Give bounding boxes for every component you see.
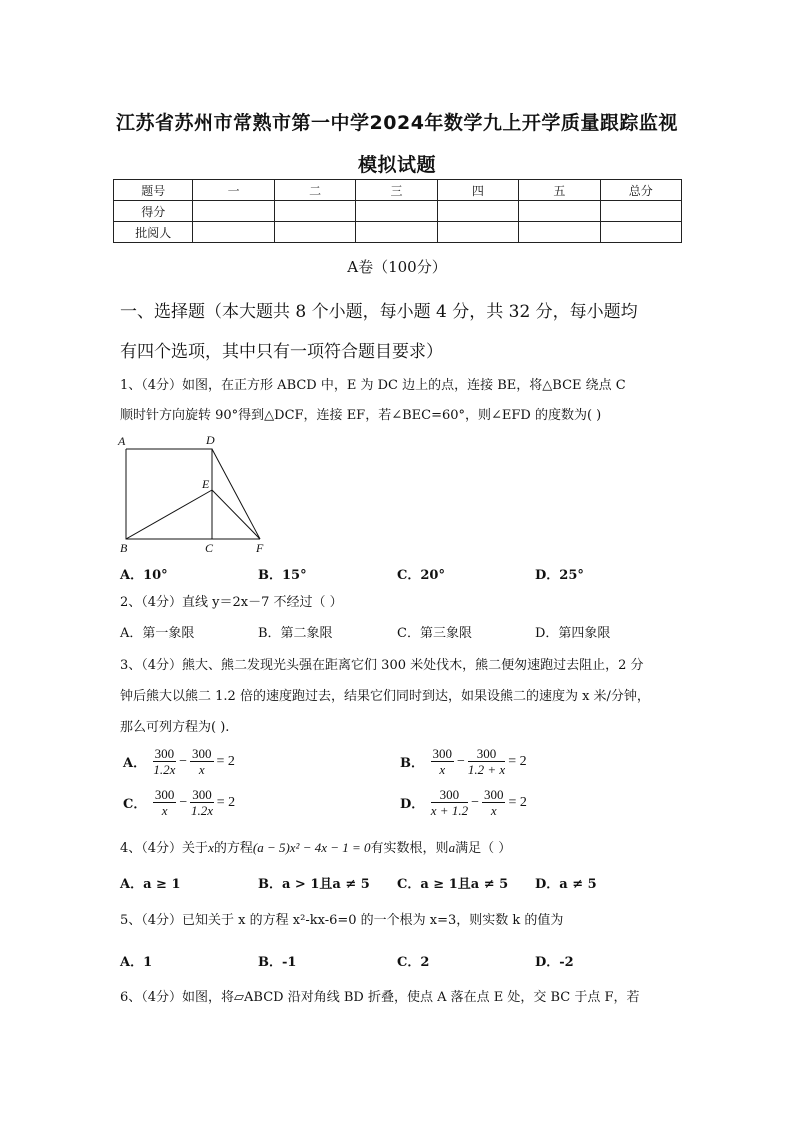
option-a[interactable]: A．a ≥ 1 — [120, 877, 181, 892]
option-c[interactable]: C．第三象限 — [397, 626, 472, 641]
question-6 — [120, 990, 640, 1006]
section-heading-line2: 有四个选项，其中只有一项符合题目要求） — [120, 342, 443, 362]
score-cell[interactable] — [519, 201, 600, 222]
option-d[interactable]: D．a ≠ 5 — [535, 877, 597, 892]
question-3 — [120, 658, 644, 674]
score-table-header: 五 — [519, 180, 600, 201]
option-a[interactable]: A． $\frac{300}{1.2x}$ − $\frac{300}{x}$ = 2 — [123, 746, 235, 777]
score-cell[interactable] — [274, 222, 355, 243]
score-table-header: 四 — [437, 180, 518, 201]
question-text: 直线 y＝2x－7 不经过（ ） — [182, 595, 343, 610]
figure-label-f: F — [256, 541, 264, 555]
option-b[interactable]: B． $\frac{300}{x}$ − $\frac{300}{1.2 + x}$ = 2 — [400, 746, 527, 777]
option-b[interactable]: B．15° — [258, 568, 307, 583]
score-cell[interactable] — [356, 222, 437, 243]
score-cell[interactable] — [437, 222, 518, 243]
score-cell[interactable] — [193, 201, 274, 222]
score-cell[interactable] — [519, 222, 600, 243]
option-d[interactable]: D． $\frac{300}{x + 1.2}$ − $\frac{300}{x}$ = 2 — [400, 787, 527, 818]
question-1 — [120, 378, 626, 394]
score-cell[interactable] — [356, 201, 437, 222]
question-prefix: 6、（4分） — [120, 990, 183, 1005]
option-a[interactable]: A．1 — [120, 955, 153, 970]
option-a[interactable]: A．10° — [120, 568, 168, 583]
question-prefix: 2、（4分） — [120, 595, 183, 610]
square-rotation-figure — [116, 430, 276, 556]
option-c[interactable]: C． $\frac{300}{x}$ − $\frac{300}{1.2x}$ = 2 — [123, 787, 236, 818]
question-prefix: 3、（4分） — [120, 658, 183, 673]
question-text: 熊大、熊二发现光头强在距离它们 300 米处伐木，熊二便匆速跑过去阻止，2 分 — [182, 658, 644, 673]
option-d[interactable]: D．25° — [535, 568, 584, 583]
question-3-line3: 那么可列方程为( ). — [120, 720, 230, 735]
question-text: 如图，在正方形 ABCD 中，E 为 DC 边上的点，连接 BE，将△BCE 绕点 C — [182, 378, 626, 393]
question-prefix: 5、（4分） — [120, 913, 183, 928]
score-table-header: 题号 — [114, 180, 193, 201]
question-text: 已知关于 x 的方程 x²-kx-6=0 的一个根为 x=3，则实数 k 的值为 — [182, 913, 564, 928]
score-cell[interactable] — [437, 201, 518, 222]
score-row-label: 得分 — [114, 201, 193, 222]
page-title-line2: 模拟试题 — [357, 154, 436, 176]
score-table — [113, 179, 682, 243]
score-table-row — [114, 201, 682, 222]
question-1-line2: 顺时针方向旋转 90°得到△DCF，连接 EF，若∠BEC=60°，则∠EFD 的度数为( ) — [120, 408, 602, 423]
option-c[interactable]: C．20° — [397, 568, 445, 583]
option-b[interactable]: B．a > 1且a ≠ 5 — [258, 877, 370, 892]
option-c[interactable]: C．a ≥ 1且a ≠ 5 — [397, 877, 509, 892]
score-cell[interactable] — [274, 201, 355, 222]
score-table-header: 三 — [356, 180, 437, 201]
score-table-header: 总分 — [600, 180, 681, 201]
figure-label-d: D — [206, 433, 215, 447]
figure-label-a: A — [118, 434, 126, 448]
score-table-header: 一 — [193, 180, 274, 201]
score-table-header: 二 — [274, 180, 355, 201]
figure-label-c: C — [205, 541, 214, 555]
page-title: 江苏省苏州市常熟市第一中学2024年数学九上开学质量跟踪监视 — [116, 112, 678, 134]
question-prefix: 4、（4分） — [120, 841, 183, 856]
score-cell[interactable] — [193, 222, 274, 243]
equation: (a − 5)x² − 4x − 1 = 0 — [252, 840, 371, 855]
score-table-header-row — [114, 180, 682, 201]
question-text: 如图，将▱ABCD 沿对角线 BD 折叠，使点 A 落在点 E 处，交 BC 于点 F，若 — [182, 990, 640, 1005]
option-b[interactable]: B．第二象限 — [258, 626, 333, 641]
question-2 — [120, 595, 343, 611]
score-cell[interactable] — [600, 222, 681, 243]
volume-label: A卷（100分） — [347, 258, 447, 276]
option-c[interactable]: C．2 — [397, 955, 430, 970]
score-row-label: 批阅人 — [114, 222, 193, 243]
section-heading: 一、选择题（本大题共 8 个小题，每小题 4 分，共 32 分，每小题均 — [120, 302, 638, 322]
question-3-line2: 钟后熊大以熊二 1.2 倍的速度跑过去，结果它们同时到达，如果设熊二的速度为 x 米/分钟， — [120, 689, 650, 704]
option-d[interactable]: D．第四象限 — [535, 626, 611, 641]
option-d[interactable]: D．-2 — [535, 955, 574, 970]
score-table-row — [114, 222, 682, 243]
question-prefix: 1、（4分） — [120, 378, 183, 393]
figure-label-e: E — [202, 477, 210, 491]
option-a[interactable]: A．第一象限 — [120, 626, 195, 641]
figure-label-b: B — [120, 541, 128, 555]
score-cell[interactable] — [600, 201, 681, 222]
option-b[interactable]: B．-1 — [258, 955, 297, 970]
question-5 — [120, 913, 563, 929]
question-4: 4、（4分）关于x的方程(a − 5)x² − 4x − 1 = 0有实数根，则a满足（ ） — [120, 840, 512, 856]
